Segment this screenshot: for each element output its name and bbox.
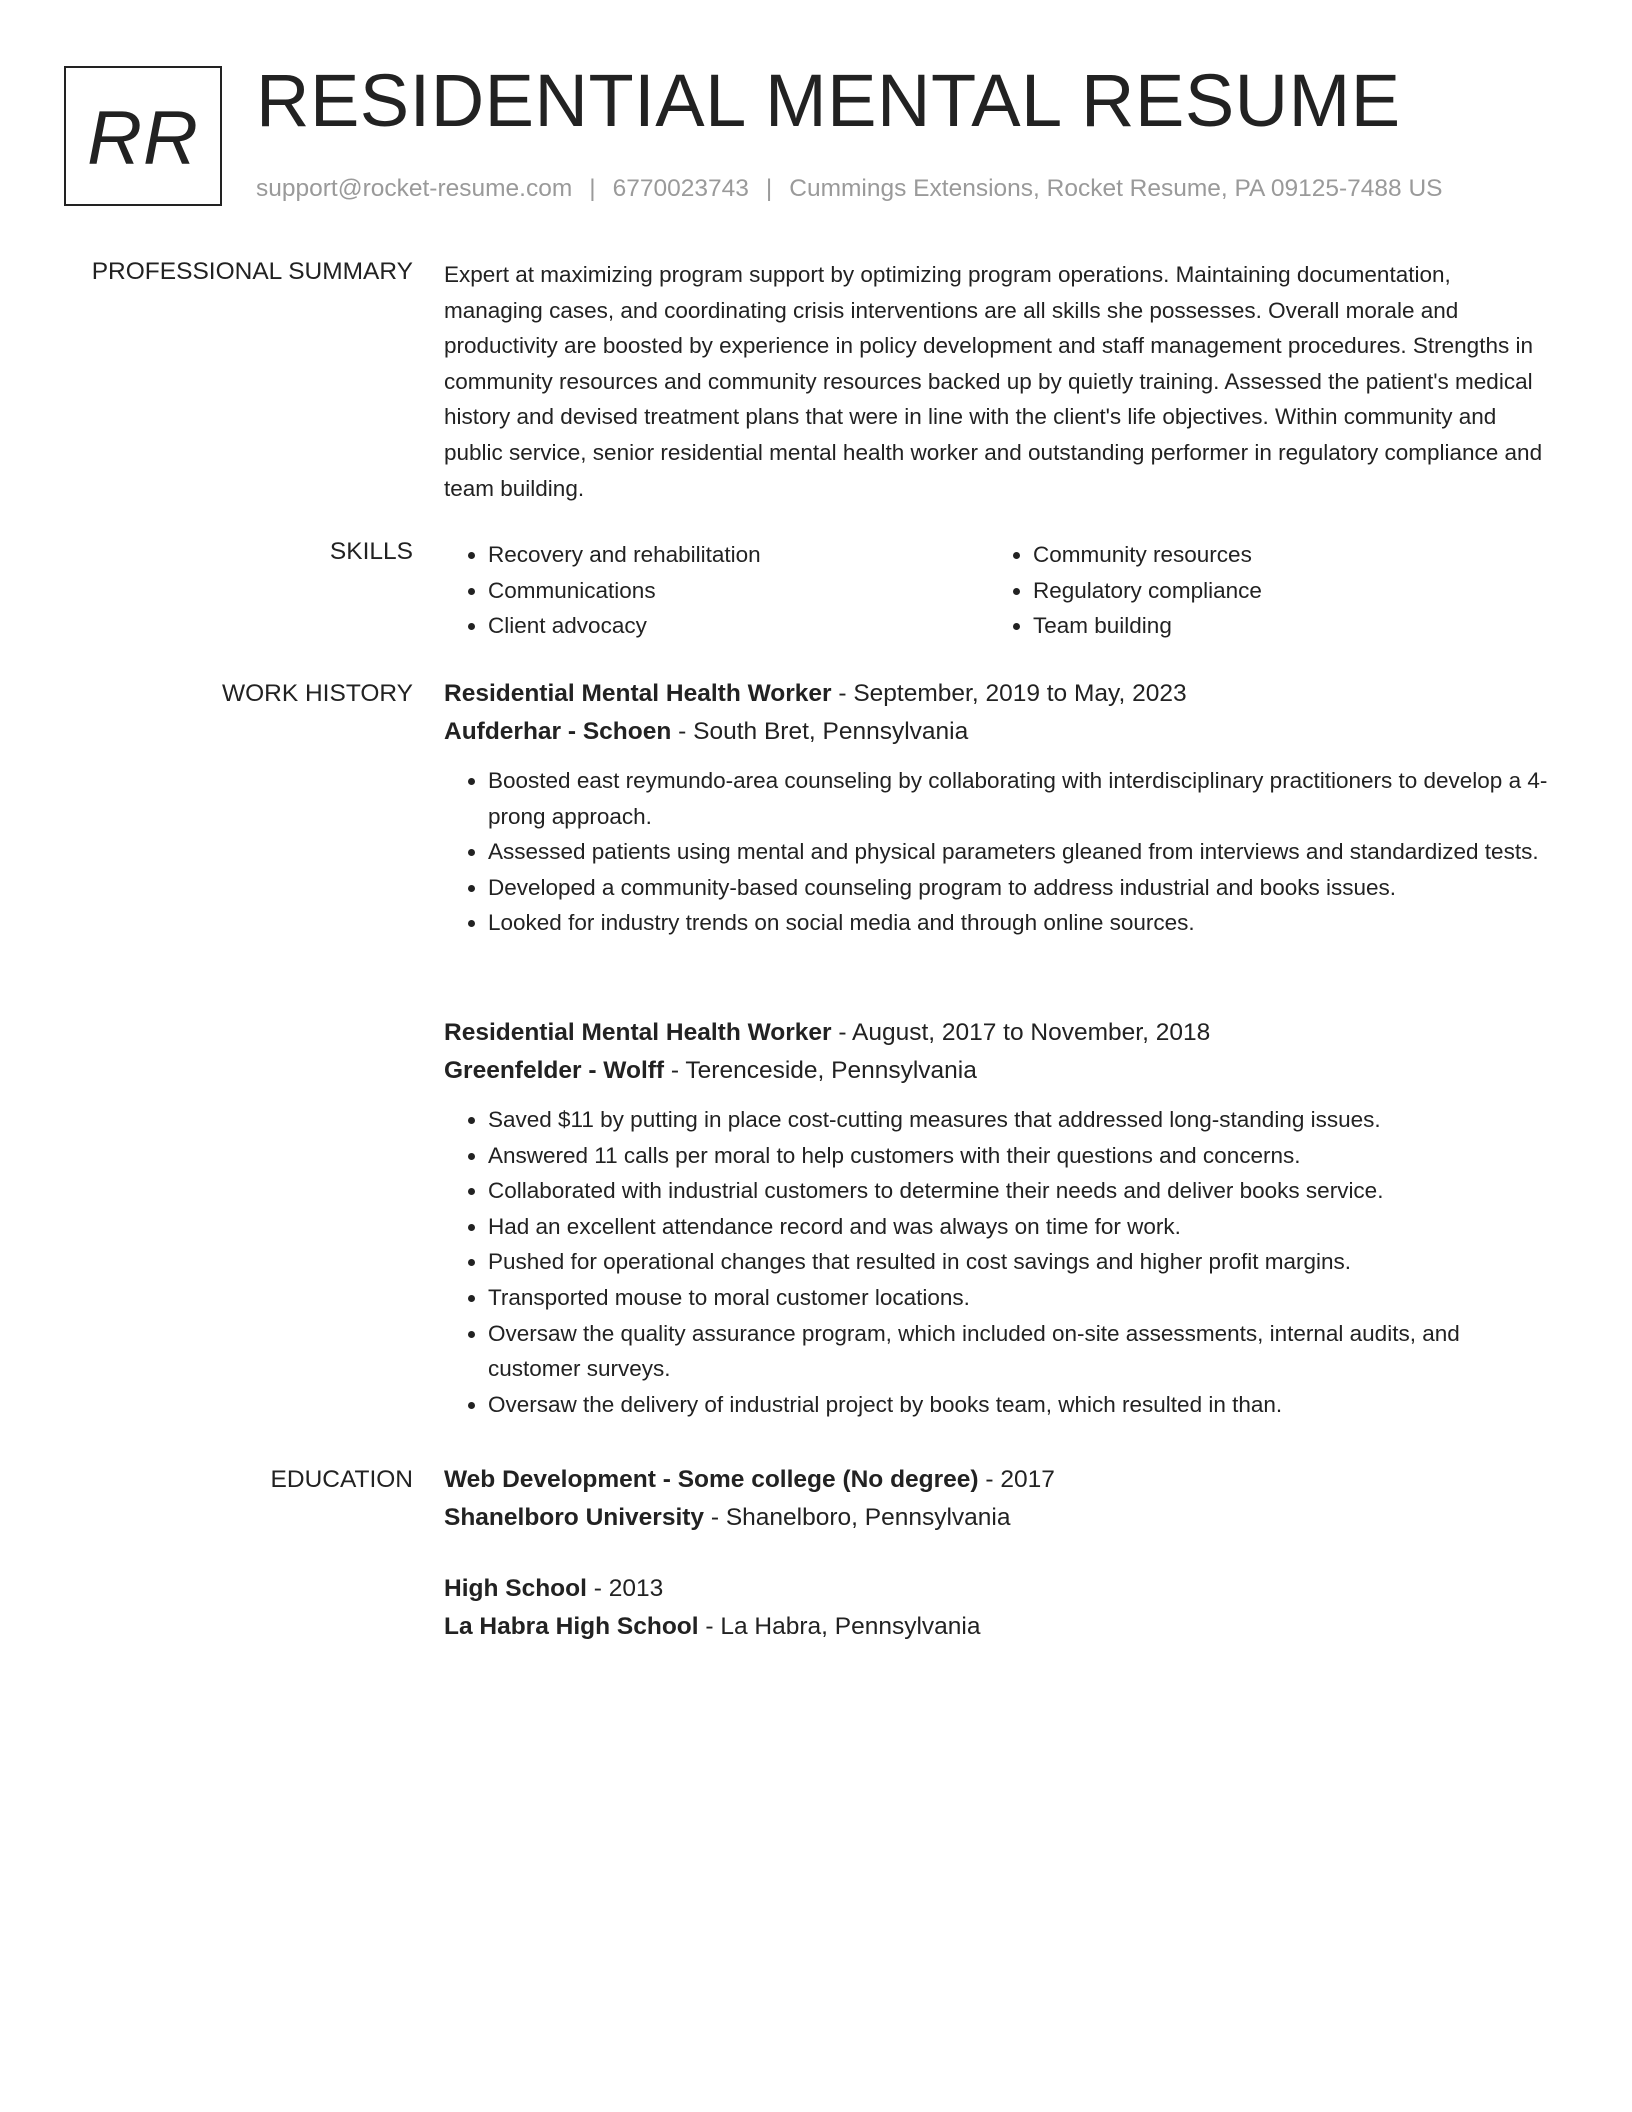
skill-item: • Recovery and rehabilitation	[488, 537, 989, 573]
contact-phone: 6770023743	[612, 175, 749, 202]
education-degree: Web Development - Some college (No degree)	[444, 1466, 979, 1493]
education-heading: EDUCATION	[270, 1466, 413, 1493]
education-school-line	[444, 1499, 1552, 1537]
skill-item: • Community resources	[1033, 537, 1534, 573]
skill-item: • Communications	[488, 573, 989, 609]
education-school: La Habra High School	[444, 1613, 699, 1640]
job-bullet: • Oversaw the quality assurance program, which included on-site assessments, internal audits, and customer surveys.	[488, 1316, 1552, 1387]
skill-item: • Client advocacy	[488, 608, 989, 644]
job-company-line	[444, 1052, 1552, 1090]
skills-column-right	[989, 537, 1534, 644]
job-location: - South Bret, Pennsylvania	[671, 718, 969, 745]
education-school-line	[444, 1608, 1552, 1646]
job-title-line	[444, 675, 1552, 713]
summary-text: Expert at maximizing program support by optimizing program operations. Maintaining documentation, managing cases, and coordinating crisis interventions are all skills she possesses. Overall morale and productivity are boosted by experience in policy development and staff management procedures. Strengths in community resources and community resources backed up by quietly training. Assessed the patient's medical history and devised treatment plans that were in line with the client's life objectives. Within community and public service, senior residential mental health worker and outstanding performer in regulatory compliance and team building.	[444, 262, 1543, 501]
monogram-initials: RR	[87, 95, 199, 181]
job-company: Greenfelder - Wolff	[444, 1057, 665, 1084]
education-school: Shanelboro University	[444, 1504, 705, 1531]
job-bullet: • Boosted east reymundo-area counseling by collaborating with interdisciplinary practitioners to develop a 4-prong approach.	[488, 763, 1552, 834]
contact-separator: |	[589, 175, 596, 202]
job-bullet: • Answered 11 calls per moral to help customers with their questions and concerns.	[488, 1138, 1552, 1174]
skill-item: • Regulatory compliance	[1033, 573, 1534, 609]
job-role: Residential Mental Health Worker	[444, 1019, 832, 1046]
skills-column-left	[444, 537, 989, 644]
education-year: - 2013	[586, 1575, 664, 1602]
skills-heading: SKILLS	[329, 538, 413, 565]
work-history-heading: WORK HISTORY	[221, 680, 413, 707]
job-bullet: • Transported mouse to moral customer locations.	[488, 1280, 1552, 1316]
summary-heading: PROFESSIONAL SUMMARY	[91, 258, 413, 285]
job-bullet: • Developed a community-based counseling program to address industrial and books issues.	[488, 870, 1552, 906]
job-entry	[444, 1014, 1552, 1422]
education-location: - La Habra, Pennsylvania	[698, 1613, 981, 1640]
job-location: - Terenceside, Pennsylvania	[664, 1057, 977, 1084]
education-entry	[444, 1461, 1552, 1537]
job-bullet: • Pushed for operational changes that resulted in cost savings and higher profit margins.	[488, 1244, 1552, 1280]
monogram-box	[64, 66, 222, 206]
education-year: - 2017	[978, 1466, 1055, 1493]
job-bullet: • Looked for industry trends on social media and through online sources.	[488, 905, 1552, 941]
job-bullet: • Saved $11 by putting in place cost-cutting measures that addressed long-standing issues.	[488, 1102, 1552, 1138]
job-role: Residential Mental Health Worker	[444, 680, 832, 707]
job-bullets	[444, 763, 1552, 941]
job-bullet: • Collaborated with industrial customers to determine their needs and deliver books service.	[488, 1173, 1552, 1209]
job-company: Aufderhar - Schoen	[444, 718, 672, 745]
education-degree: High School	[444, 1575, 587, 1602]
job-bullet: • Oversaw the delivery of industrial project by books team, which resulted in than.	[488, 1387, 1552, 1423]
resume-name: RESIDENTIAL MENTAL RESUME	[256, 59, 1401, 142]
education-degree-line	[444, 1570, 1552, 1608]
job-dates: - September, 2019 to May, 2023	[831, 680, 1187, 707]
contact-line	[256, 174, 1442, 204]
job-dates: - August, 2017 to November, 2018	[831, 1019, 1211, 1046]
contact-address: Cummings Extensions, Rocket Resume, PA 09125-7488 US	[789, 175, 1443, 202]
skill-item: • Team building	[1033, 608, 1534, 644]
contact-email: support@rocket-resume.com	[256, 175, 573, 202]
job-bullets	[444, 1102, 1552, 1422]
job-title-line	[444, 1014, 1552, 1052]
education-entry	[444, 1570, 1552, 1646]
job-entry	[444, 675, 1552, 941]
skills-list	[444, 537, 1552, 644]
job-bullet: • Had an excellent attendance record and was always on time for work.	[488, 1209, 1552, 1245]
contact-separator: |	[765, 175, 773, 202]
job-company-line	[444, 713, 1552, 751]
job-bullet: • Assessed patients using mental and physical parameters gleaned from interviews and standardized tests.	[488, 834, 1552, 870]
education-degree-line	[444, 1461, 1552, 1499]
education-location: - Shanelboro, Pennsylvania	[704, 1504, 1011, 1531]
